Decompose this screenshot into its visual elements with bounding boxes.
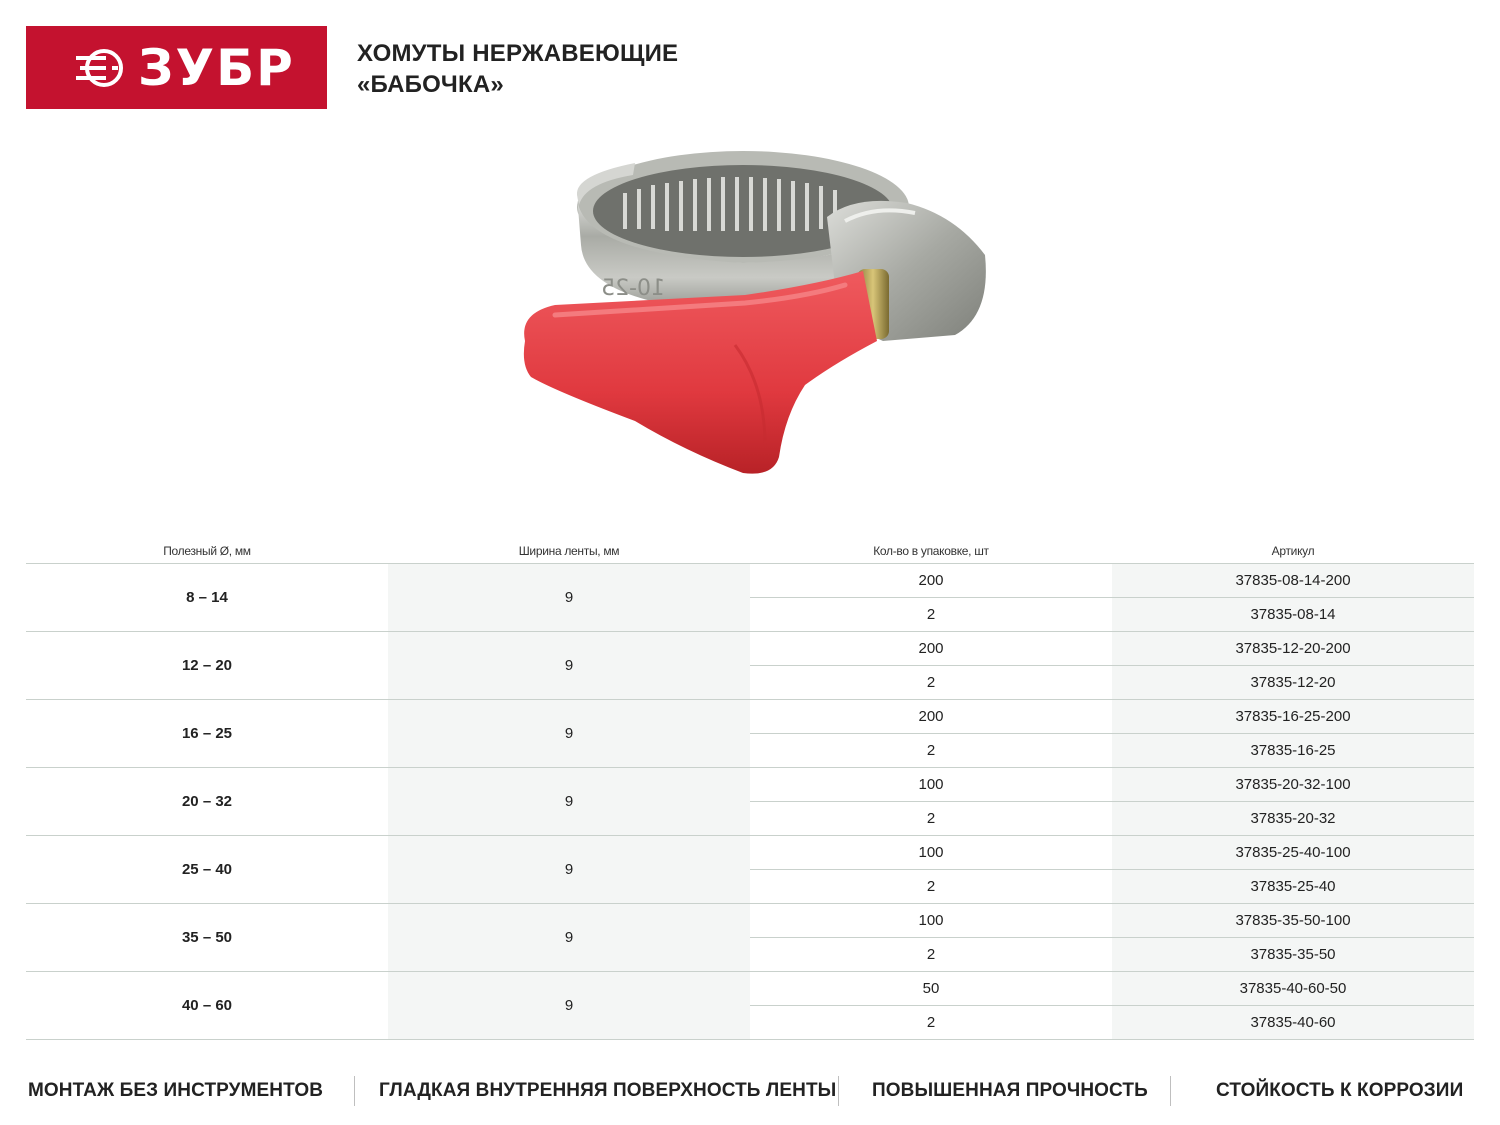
diameter-cell: 12 – 20	[26, 632, 388, 700]
article-cell: 37835-25-40-100	[1112, 836, 1474, 870]
quantity-cell: 50	[750, 972, 1112, 1006]
quantity-cell: 200	[750, 700, 1112, 734]
quantity-cell: 200	[750, 632, 1112, 666]
page-title	[357, 38, 678, 100]
width-cell: 9	[388, 836, 750, 904]
width-cell: 9	[388, 632, 750, 700]
width-cell: 9	[388, 700, 750, 768]
table-row	[26, 836, 1474, 870]
feature-strip	[0, 1073, 1500, 1109]
quantity-cell: 2	[750, 734, 1112, 768]
feature-divider	[1170, 1076, 1171, 1106]
width-cell: 9	[388, 768, 750, 836]
article-cell: 37835-08-14	[1112, 598, 1474, 632]
table-row	[26, 700, 1474, 734]
feature-strength: ПОВЫШЕННАЯ ПРОЧНОСТЬ	[872, 1080, 1148, 1101]
diameter-cell: 8 – 14	[26, 564, 388, 632]
header-width: Ширина ленты, мм	[518, 543, 620, 558]
quantity-cell: 2	[750, 870, 1112, 904]
article-cell: 37835-08-14-200	[1112, 564, 1474, 598]
feature-corrosion: СТОЙКОСТЬ К КОРРОЗИИ	[1216, 1080, 1464, 1101]
article-cell: 37835-35-50-100	[1112, 904, 1474, 938]
table-row	[26, 972, 1474, 1006]
article-cell: 37835-12-20	[1112, 666, 1474, 700]
width-cell: 9	[388, 972, 750, 1040]
svg-text:10-25: 10-25	[601, 276, 665, 301]
article-cell: 37835-12-20-200	[1112, 632, 1474, 666]
article-cell: 37835-25-40	[1112, 870, 1474, 904]
quantity-cell: 100	[750, 836, 1112, 870]
feature-tool-free: МОНТАЖ БЕЗ ИНСТРУМЕНТОВ	[28, 1080, 324, 1101]
table-row	[26, 632, 1474, 666]
header-quantity: Кол-во в упаковке, шт	[873, 543, 989, 558]
header-diameter: Полезный Ø, мм	[163, 543, 251, 558]
article-cell: 37835-20-32	[1112, 802, 1474, 836]
table-row	[26, 904, 1474, 938]
brand-logo	[26, 26, 327, 109]
article-cell: 37835-40-60	[1112, 1006, 1474, 1040]
quantity-cell: 200	[750, 564, 1112, 598]
quantity-cell: 100	[750, 904, 1112, 938]
article-cell: 37835-35-50	[1112, 938, 1474, 972]
quantity-cell: 2	[750, 802, 1112, 836]
feature-divider	[838, 1076, 839, 1106]
article-cell: 37835-16-25	[1112, 734, 1474, 768]
article-cell: 37835-20-32-100	[1112, 768, 1474, 802]
quantity-cell: 2	[750, 938, 1112, 972]
specs-table	[26, 538, 1474, 1040]
quantity-cell: 2	[750, 598, 1112, 632]
feature-divider	[354, 1076, 355, 1106]
feature-smooth-band: ГЛАДКАЯ ВНУТРЕННЯЯ ПОВЕРХНОСТЬ ЛЕНТЫ	[379, 1080, 837, 1101]
article-cell: 37835-16-25-200	[1112, 700, 1474, 734]
header-article: Артикул	[1271, 543, 1315, 558]
brand-name: ЗУБР	[138, 39, 295, 97]
hose-clamp-butterfly-image	[515, 145, 995, 485]
diameter-cell: 20 – 32	[26, 768, 388, 836]
diameter-cell: 40 – 60	[26, 972, 388, 1040]
speed-lines-icon	[76, 48, 132, 88]
title-line-2: «БАБОЧКА»	[357, 71, 504, 98]
diameter-cell: 25 – 40	[26, 836, 388, 904]
quantity-cell: 2	[750, 666, 1112, 700]
diameter-cell: 35 – 50	[26, 904, 388, 972]
quantity-cell: 100	[750, 768, 1112, 802]
width-cell: 9	[388, 564, 750, 632]
table-header-row	[26, 538, 1474, 564]
quantity-cell: 2	[750, 1006, 1112, 1040]
diameter-cell: 16 – 25	[26, 700, 388, 768]
title-line-1: ХОМУТЫ НЕРЖАВЕЮЩИЕ	[357, 40, 679, 67]
table-row	[26, 564, 1474, 598]
table-row	[26, 768, 1474, 802]
width-cell: 9	[388, 904, 750, 972]
article-cell: 37835-40-60-50	[1112, 972, 1474, 1006]
